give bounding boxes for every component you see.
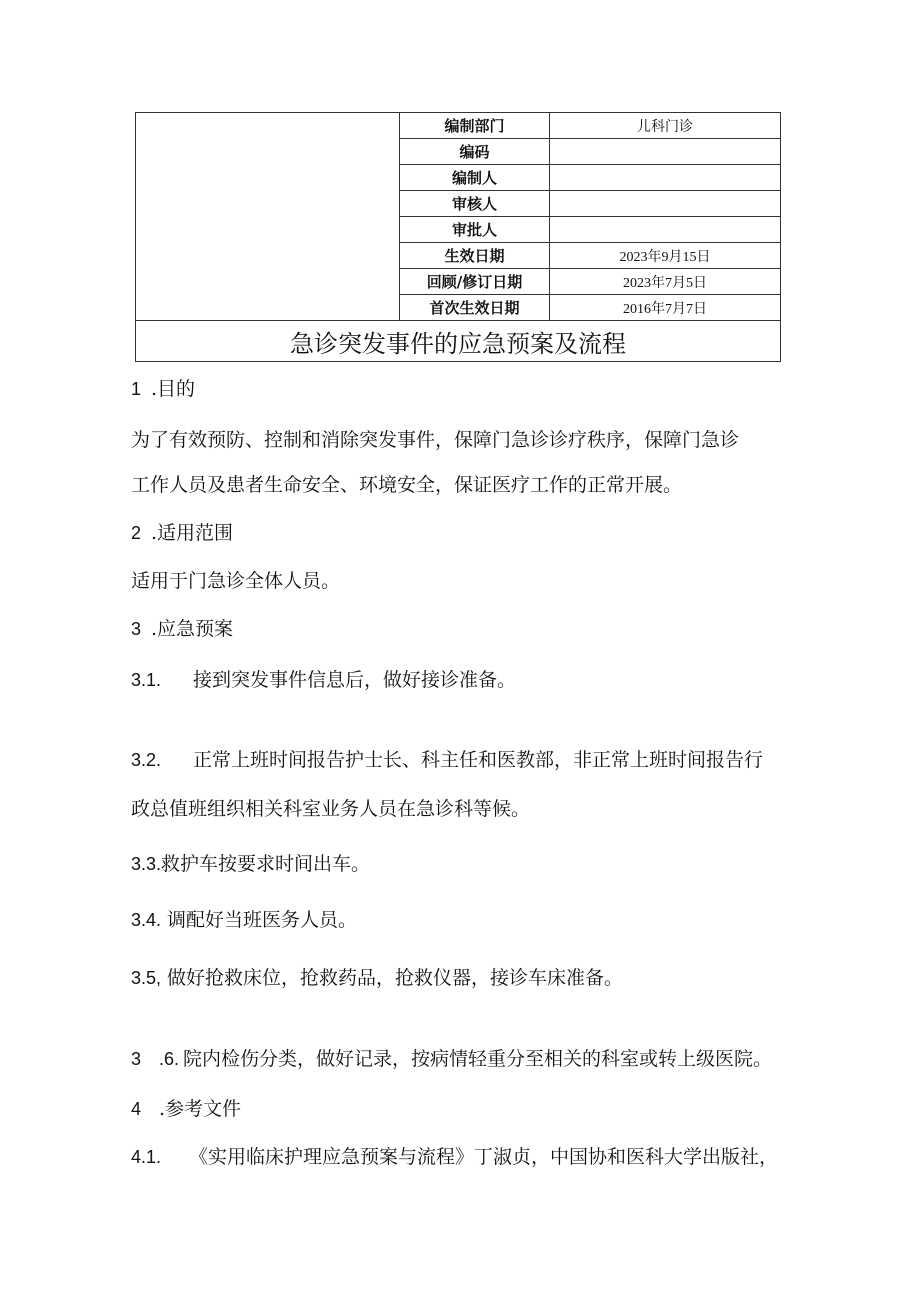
section-heading-references <box>131 1094 241 1121</box>
section-heading-scope <box>131 518 233 545</box>
item-number: 3.2. <box>131 750 162 770</box>
list-item-3-2-continued: 政总值班组织相关科室业务人员在急诊科等候。 <box>131 798 531 820</box>
item-text: 正常上班时间报告护士长、科主任和医教部，非正常上班时间报告行 <box>193 749 764 771</box>
value-effective-date: 2023年9月15日 <box>550 243 781 269</box>
label-approver: 审批人 <box>400 217 550 243</box>
section-heading-purpose <box>131 374 195 401</box>
item-text: 接到突发事件信息后，做好接诊准备。 <box>193 669 517 691</box>
value-approver <box>550 217 781 243</box>
value-author <box>550 165 781 191</box>
list-item-3-2 <box>131 745 763 772</box>
blank-logo-cell <box>136 113 400 321</box>
paragraph-scope: 适用于门急诊全体人员。 <box>131 570 341 592</box>
item-text: 院内检伤分类，做好记录，按病情轻重分至相关的科室或转上级医院。 <box>183 1048 773 1070</box>
section-heading-plan <box>131 614 233 641</box>
list-item-3-4 <box>131 905 357 932</box>
label-effective-date: 生效日期 <box>400 243 550 269</box>
item-number: 3.5, <box>131 968 162 988</box>
value-revision-date: 2023年7月5日 <box>550 269 781 295</box>
section-number: 1 <box>131 379 142 399</box>
item-subnumber: .6. <box>159 1049 180 1069</box>
list-item-3-5 <box>131 963 623 990</box>
label-revision-date: 回顾/修订日期 <box>400 269 550 295</box>
item-number: 4.1. <box>131 1147 162 1167</box>
section-number: 2 <box>131 523 142 543</box>
item-text: 《实用临床护理应急预案与流程》丁淑贞，中国协和医科大学出版社， <box>189 1146 779 1168</box>
label-code: 编码 <box>400 139 550 165</box>
section-number: 4 <box>131 1099 142 1119</box>
value-reviewer <box>550 191 781 217</box>
item-text: 做好抢救床位，抢救药品，抢救仪器，接诊车床准备。 <box>167 967 624 989</box>
list-item-3-6 <box>131 1044 772 1071</box>
paragraph-purpose-line-2: 工作人员及患者生命安全、环境安全，保证医疗工作的正常开展。 <box>131 474 683 496</box>
section-title: .参考文件 <box>159 1098 242 1120</box>
item-number: 3.4. <box>131 910 162 930</box>
list-item-3-3 <box>131 849 370 876</box>
label-author: 编制人 <box>400 165 550 191</box>
label-reviewer: 审核人 <box>400 191 550 217</box>
item-number: 3 <box>131 1049 142 1069</box>
document-control-table <box>135 112 781 362</box>
item-text: 调配好当班医务人员。 <box>167 909 358 931</box>
list-item-4-1 <box>131 1142 778 1169</box>
label-department: 编制部门 <box>400 113 550 139</box>
value-department: 儿科门诊 <box>550 113 781 139</box>
list-item-3-1 <box>131 665 516 692</box>
label-first-effective-date: 首次生效日期 <box>400 295 550 321</box>
paragraph-purpose-line-1: 为了有效预防、控制和消除突发事件，保障门急诊诊疗秩序，保障门急诊 <box>131 429 740 451</box>
section-title: .适用范围 <box>151 522 234 544</box>
document-title: 急诊突发事件的应急预案及流程 <box>136 321 781 362</box>
value-code <box>550 139 781 165</box>
section-title: .目的 <box>151 378 196 400</box>
item-number: 3.3. <box>131 854 162 874</box>
item-number: 3.1. <box>131 670 162 690</box>
section-title: .应急预案 <box>151 618 234 640</box>
item-text: 救护车按要求时间出车。 <box>161 853 371 875</box>
section-number: 3 <box>131 619 142 639</box>
value-first-effective-date: 2016年7月7日 <box>550 295 781 321</box>
